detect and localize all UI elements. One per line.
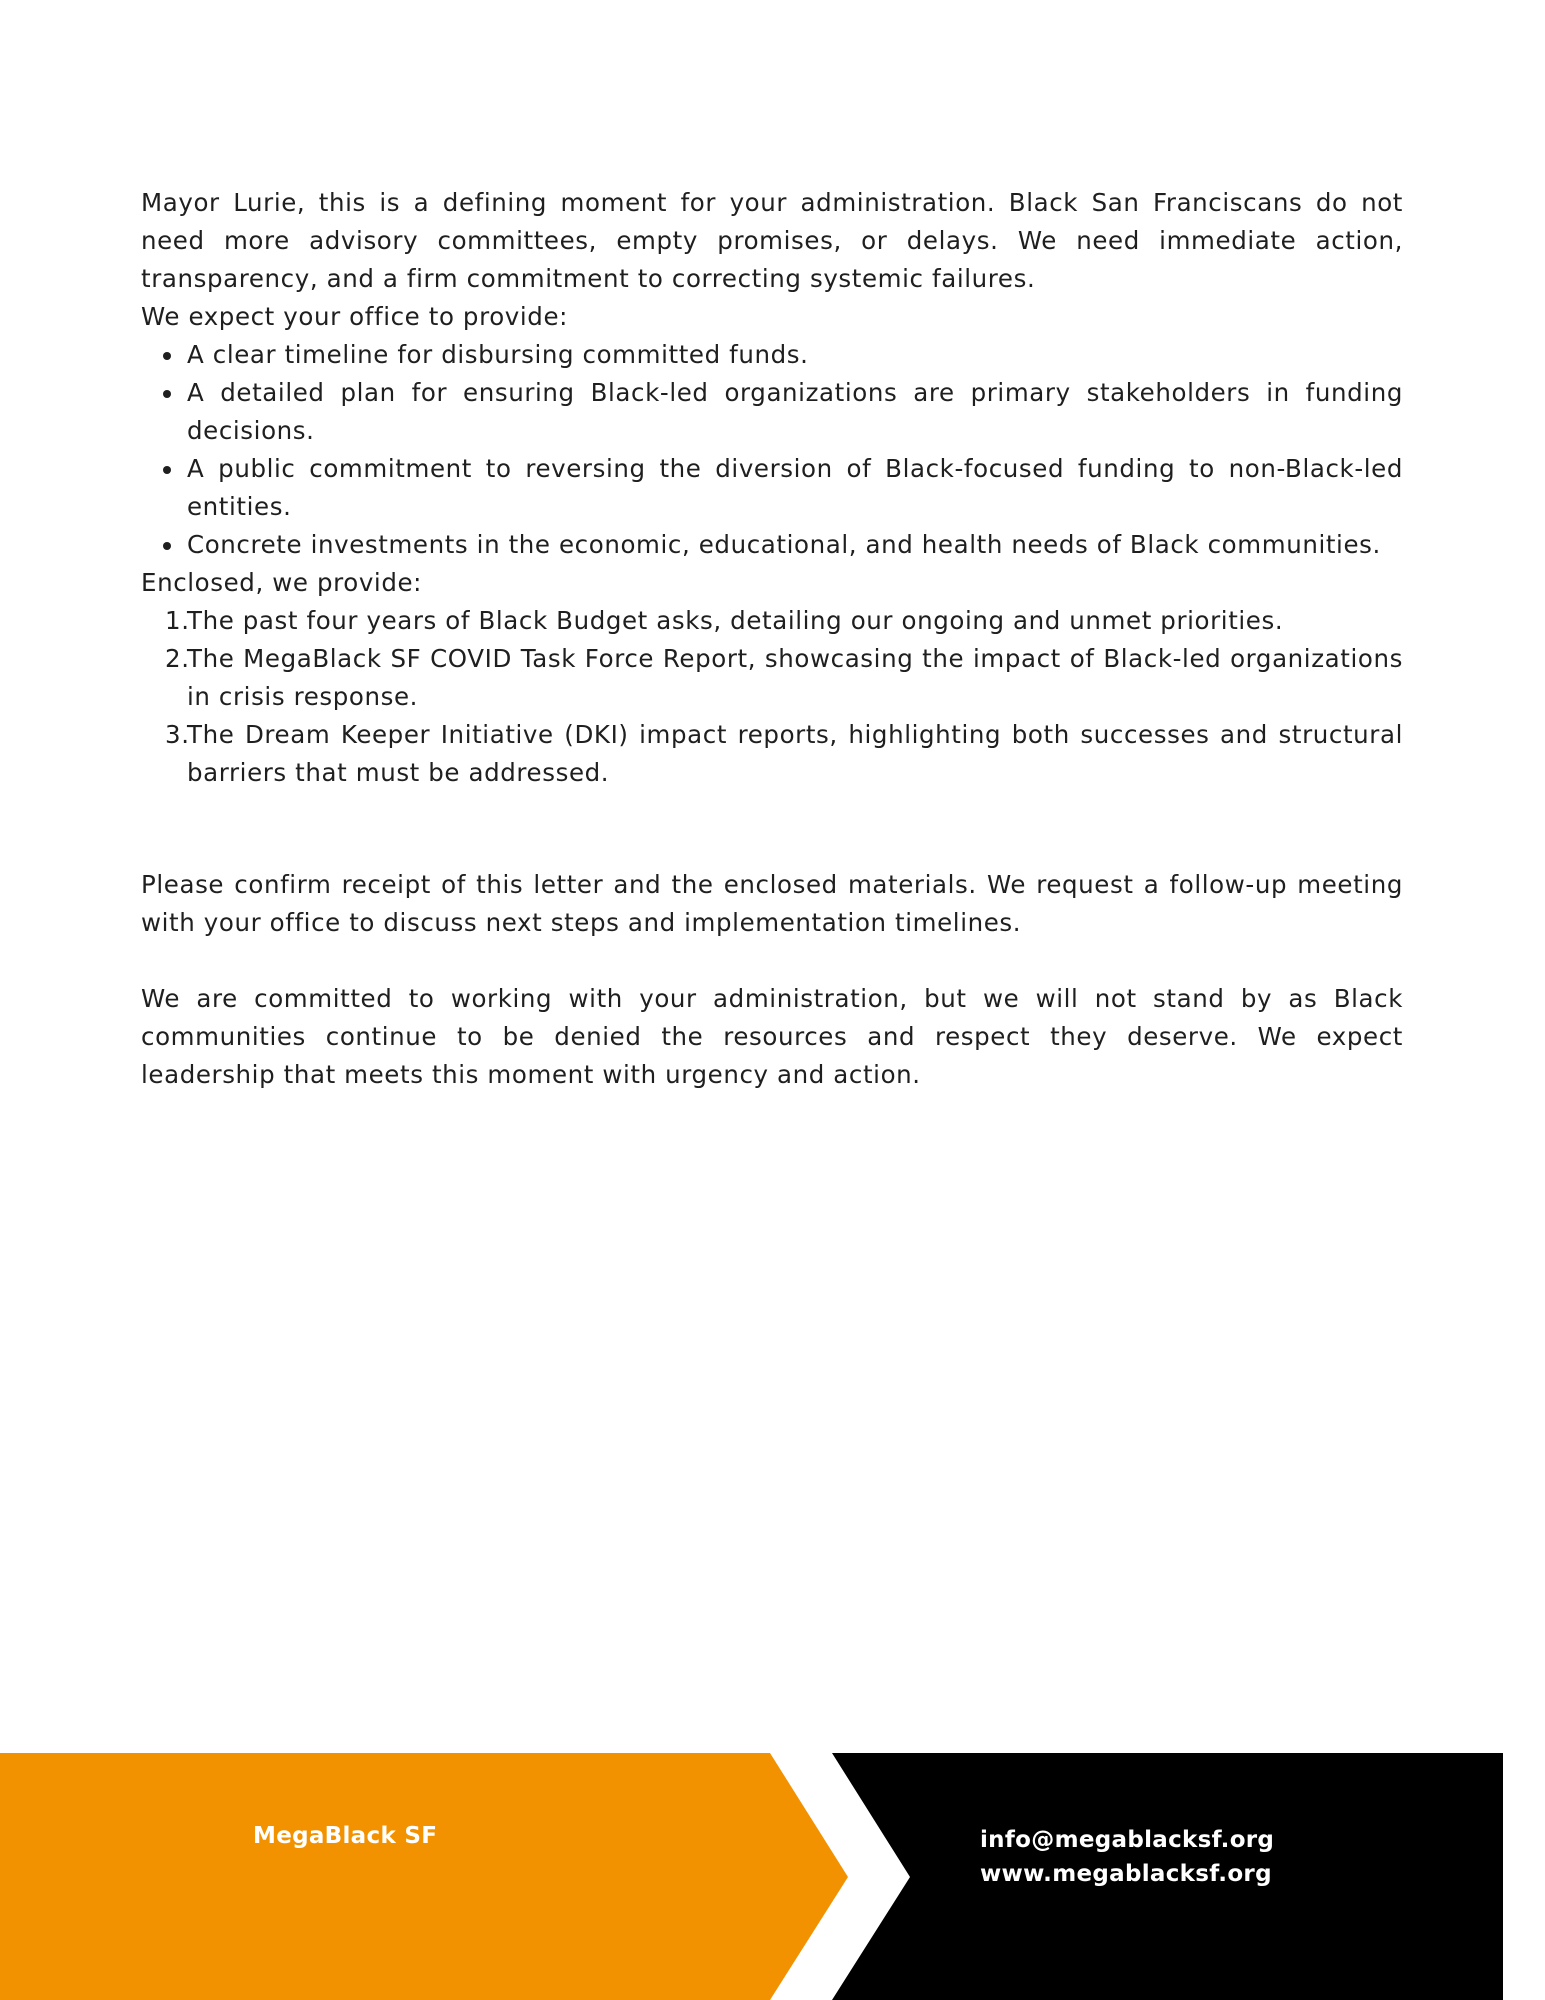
list-item: A detailed plan for ensuring Black-led organizations are primary stakeholders in funding decisions. [141,374,1403,450]
letter-body [141,184,1403,1094]
list-item: A clear timeline for disbursing committed funds. [141,336,1403,374]
list-item [141,602,1403,640]
org-name: MegaBlack SF [253,1823,438,1849]
spacer [141,942,1403,980]
list-item [141,716,1403,792]
footer-graphic [0,1753,1545,2000]
enclosures-heading: Enclosed, we provide: [141,568,422,597]
website-link[interactable]: www.megablacksf.org [980,1861,1272,1887]
list-item: Concrete investments in the economic, educational, and health needs of Black communities. [141,526,1403,564]
list-item-text: The past four years of Black Budget asks, detailing our ongoing and unmet priorities. [187,606,1284,635]
list-item: A public commitment to reversing the diversion of Black-focused funding to non-Black-led entities. [141,450,1403,526]
footer-right-margin [1503,1753,1545,2000]
list-item-text: The Dream Keeper Initiative (DKI) impact reports, highlighting both successes and structural barriers that must be addressed. [187,720,1403,787]
contact-info [980,1823,1274,1891]
list-number: 2. [165,644,190,673]
expectations-heading: We expect your office to provide: [141,302,568,331]
intro-paragraph: Mayor Lurie, this is a defining moment for your administration. Black San Franciscans do not need more advisory committees, empty promises, or delays. We need immediate action, transparency, and a firm commitment to correcting systemic failures. [141,188,1403,293]
list-item-text: The MegaBlack SF COVID Task Force Report, showcasing the impact of Black-led organizations in crisis response. [187,644,1403,711]
spacer [141,792,1403,866]
confirm-paragraph: Please confirm receipt of this letter and the enclosed materials. We request a follow-up meeting with your office to discuss next steps and implementation timelines. [141,870,1403,937]
expectations-list [141,336,1403,564]
list-number: 3. [165,720,190,749]
list-item [141,640,1403,716]
email-link[interactable]: info@megablacksf.org [980,1827,1275,1853]
footer-banner [0,1753,1545,2000]
closing-paragraph: We are committed to working with your administration, but we will not stand by as Black communities continue to be denied the resources and respect they deserve. We expect leadership that meets this moment with urgency and action. [141,984,1403,1089]
list-number: 1. [165,606,190,635]
footer-orange-arrow [0,1753,848,2000]
enclosures-list [141,602,1403,792]
